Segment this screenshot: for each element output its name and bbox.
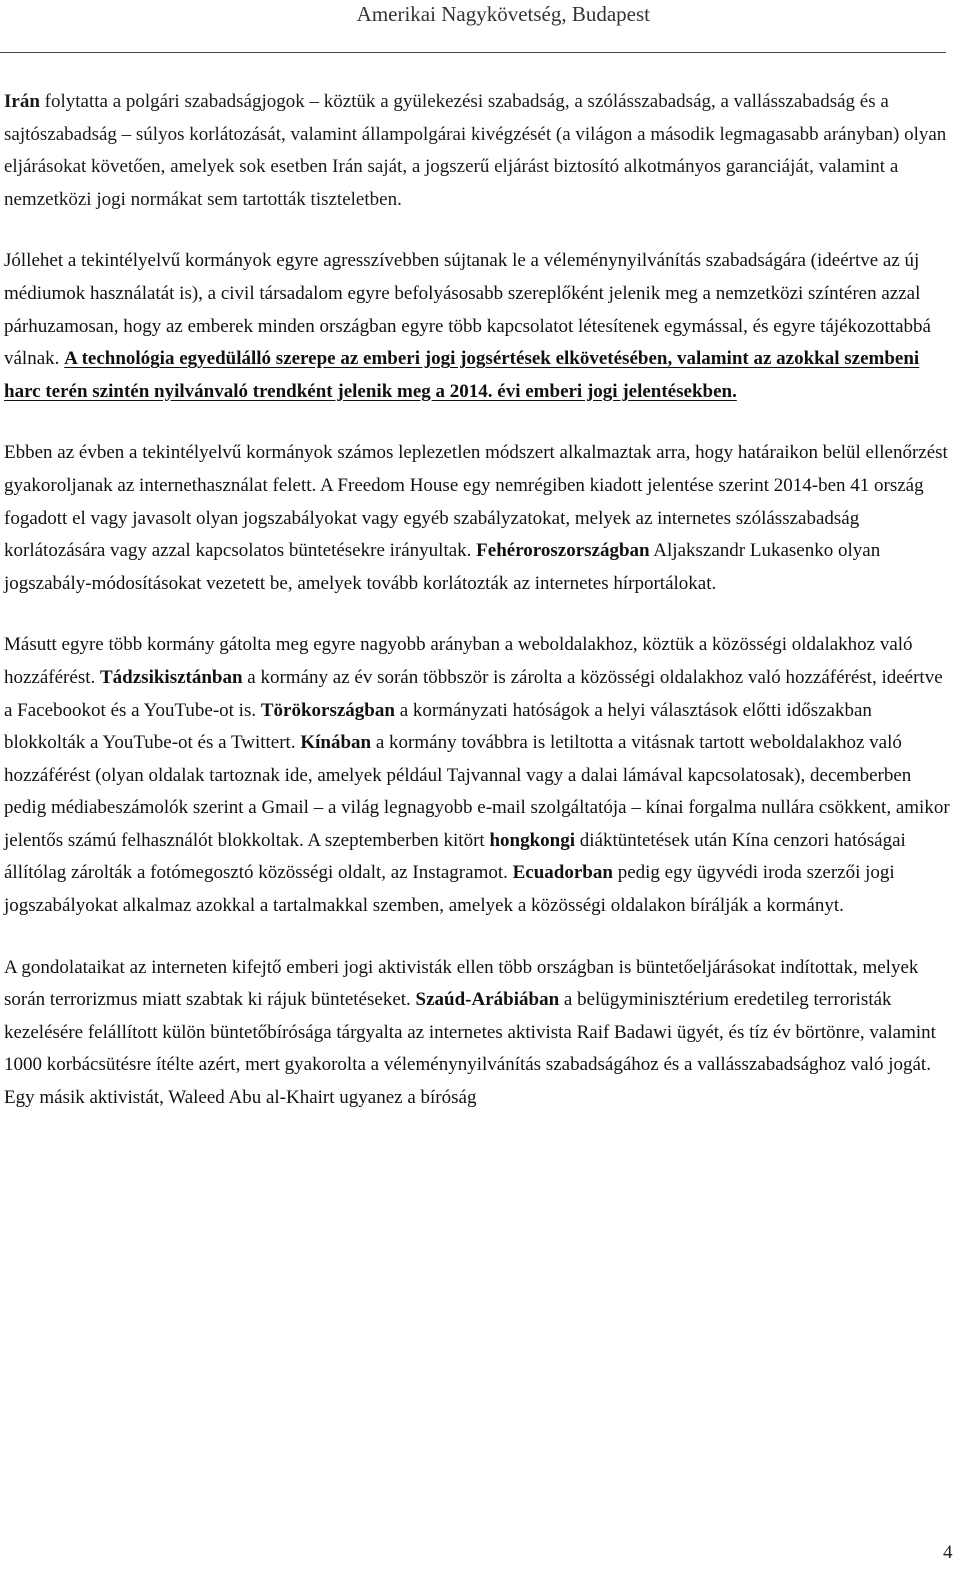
country-saudi-arabia: Szaúd-Arábiában	[415, 989, 560, 1011]
country-tajikistan: Tádzsikisztánban	[100, 666, 243, 688]
text-segment: A gondolataikat az interneten kifejtő emberi jogi aktivisták ellen több országban is büntetőeljárásokat indítottak, melyek során terrorizmus miatt szabtak ki rájuk büntetéseket.	[4, 956, 919, 1011]
header-title: Amerikai Nagykövetség, Budapest	[356, 2, 650, 26]
country-turkey: Törökországban	[260, 699, 395, 721]
place-hongkong: hongkongi	[489, 829, 575, 851]
text-segment: Másutt egyre több kormány gátolta meg egyre nagyobb arányban a weboldalakhoz, köztük a közösségi oldalakhoz való hozzáférést.	[4, 634, 913, 688]
text-segment: Ebben az évben a tekintélyelvű kormányok számos leplezetlen módszert alkalmaztak arra, hogy határaikon belül ellenőrzést gyakoroljanak az internethasználat felett. A Freedom House egy nemrégiben kiadott jelentése szerint 2014-ben 41 ország fogadott el vagy javasolt olyan jogszabályokat vagy egyéb szabályzatokat, melyek az internetes szólásszabadság korlátozására vagy azzal kapcsolatos büntetésekre irányultak.	[4, 442, 948, 562]
paragraph-internet-control	[4, 437, 952, 600]
text-segment: pedig egy ügyvédi iroda szerzői jogi jogszabályokat alkalmaz azokkal a tartalmakkal szemben, amelyek a közösségi oldalakon bírálják a kormányt.	[4, 862, 895, 917]
paragraph-technology	[4, 245, 952, 408]
text-segment: a kormányzati hatóságok a helyi választások előtti időszakban blokkolták a YouTube-ot és a Twittert.	[4, 699, 872, 754]
paragraph-blocking	[4, 629, 952, 922]
text-segment: a kormány továbbra is letiltotta a vitásnak tartott weboldalakhoz való hozzáférést (olyan oldalak tartoznak ide, amelyek például Tajvannal vagy a dalai lámával kapcsolatosak), decemberben pedig médiabeszámolók szerint a Gmail – a világ legnagyobb e-mail szolgáltatója – kínai forgalma nullára csökkent, amikor jelentős számú felhasználót blokkoltak. A szeptemberben kitört	[4, 732, 950, 851]
text-segment: a belügyminisztérium eredetileg terroristák kezelésére felállított külön büntetőbírósága tárgyalta az internetes aktivista Raif Badawi ügyét, és tíz év börtönre, valamint 1000 korbácsütésre ítélte azért, mert gyakorolta a véleménynyilvánítás szabadságához és a vallásszabadsághoz való jogát. Egy másik aktivistát, Waleed Abu al-Khairt ugyanez a bíróság	[4, 989, 936, 1109]
paragraph-activists	[4, 952, 952, 1115]
document-body	[4, 86, 952, 1115]
page-header	[0, 0, 946, 53]
text-segment: Jóllehet a tekintélyelvű kormányok egyre agresszívebben sújtanak le a véleménynyilvánítás szabadságára (ideértve az új médiumok használatát is), a civil társadalom egyre befolyásosabb szereplőként jelenik meg a nemzetközi színtéren azzal párhuzamosan, hogy az emberek minden országban egyre több kapcsolatot létesítenek egymással, és egyre tájékozottabbá válnak.	[4, 250, 931, 370]
text-segment: folytatta a polgári szabadságjogok – köztük a gyülekezési szabadság, a szólásszabadság, a vallásszabadság és a sajtószabadság – súlyos korlátozását, valamint állampolgárai kivégzését (a világon a második legmagasabb arányban) olyan eljárásokat követően, amelyek sok esetben Irán saját, a jogszerű eljárást biztosító alkotmányos garanciáját, valamint a nemzetközi jogi normákat sem tartották tiszteletben.	[4, 91, 947, 210]
text-segment: a kormány az év során többször is zárolta a közösségi oldalakhoz való hozzáférést, ideértve a Facebookot és a YouTube-ot is.	[4, 666, 943, 721]
country-iran: Irán	[4, 91, 40, 112]
text-segment: Aljakszandr Lukasenko olyan jogszabály-módosításokat vezetett be, amelyek tovább korlátozták az internetes hírportálokat.	[4, 540, 881, 594]
page-number: 4	[943, 1542, 953, 1563]
country-belarus: Fehéroroszországban	[476, 540, 650, 562]
technology-highlight: A technológia egyedülálló szerepe az emberi jogi jogsértések elkövetésében, valamint az azokkal szembeni harc terén szintén nyilvánvaló trendként jelenik meg a 2014. évi emberi jogi jelentésekben.	[4, 348, 920, 402]
text-segment: diáktüntetések után Kína cenzori hatóságai állítólag zárolták a fotómegosztó közösségi oldalt, az Instagramot.	[4, 829, 906, 884]
country-china: Kínában	[300, 732, 372, 754]
paragraph-iran	[4, 86, 952, 216]
country-ecuador: Ecuadorban	[512, 862, 613, 884]
